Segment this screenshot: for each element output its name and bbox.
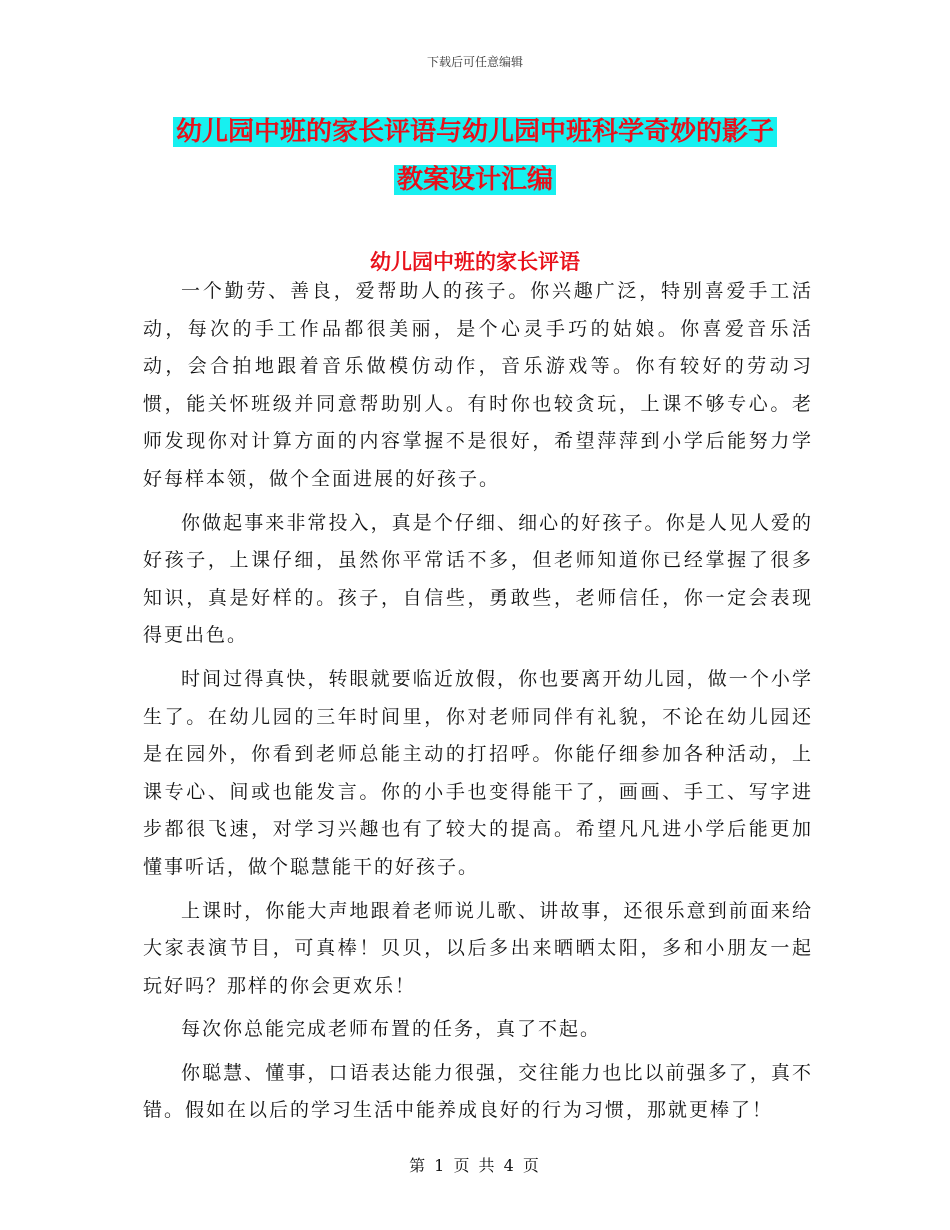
section-title: 幼儿园中班的家长评语 — [370, 249, 580, 274]
document-title-line-1: 幼儿园中班的家长评语与幼儿园中班科学奇妙的影子 — [173, 117, 777, 147]
paragraph: 上课时，你能大声地跟着老师说儿歌、讲故事，还很乐意到前面来给大家表演节目，可真棒！贝贝，以后多出来晒晒太阳，多和小朋友一起玩好吗？那样的你会更欢乐！ — [143, 899, 813, 997]
paragraph: 你聪慧、懂事，口语表达能力很强，交往能力也比以前强多了，真不错。假如在以后的学习生活中能养成良好的行为习惯，那就更棒了！ — [143, 1061, 813, 1122]
paragraph: 一个勤劳、善良，爱帮助人的孩子。你兴趣广泛，特别喜爱手工活动，每次的手工作品都很美丽，是个心灵手巧的姑娘。你喜爱音乐活动，会合拍地跟着音乐做模仿动作，音乐游戏等。你有较好的劳动习惯，能关怀班级并同意帮助别人。有时你也较贪玩，上课不够专心。老师发现你对计算方面的内容掌握不是很好，希望萍萍到小学后能努力学好每样本领，做个全面进展的好孩子。 — [143, 280, 813, 490]
document-title-line-2: 教案设计汇编 — [394, 165, 556, 195]
page-number-footer: 第 1 页 共 4 页 — [409, 1156, 541, 1175]
paragraph: 时间过得真快，转眼就要临近放假，你也要离开幼儿园，做一个小学生了。在幼儿园的三年时间里，你对老师同伴有礼貌，不论在幼儿园还是在园外，你看到老师总能主动的打招呼。你能仔细参加各种活动，上课专心、间或也能发言。你的小手也变得能干了，画画、手工、写字进步都很飞速，对学习兴趣也有了较大的提高。希望凡凡进小学后能更加懂事听话，做个聪慧能干的好孩子。 — [143, 667, 813, 878]
body-text — [143, 273, 813, 1136]
header-note: 下载后可任意编辑 — [426, 55, 523, 69]
document-title — [140, 108, 810, 204]
paragraph: 每次你总能完成老师布置的任务，真了不起。 — [181, 1018, 602, 1041]
paragraph: 你做起事来非常投入，真是个仔细、细心的好孩子。你是人见人爱的好孩子，上课仔细，虽然你平常话不多，但老师知道你已经掌握了很多知识，真是好样的。孩子，自信些，勇敢些，老师信任，你一定会表现得更出色。 — [143, 511, 813, 647]
